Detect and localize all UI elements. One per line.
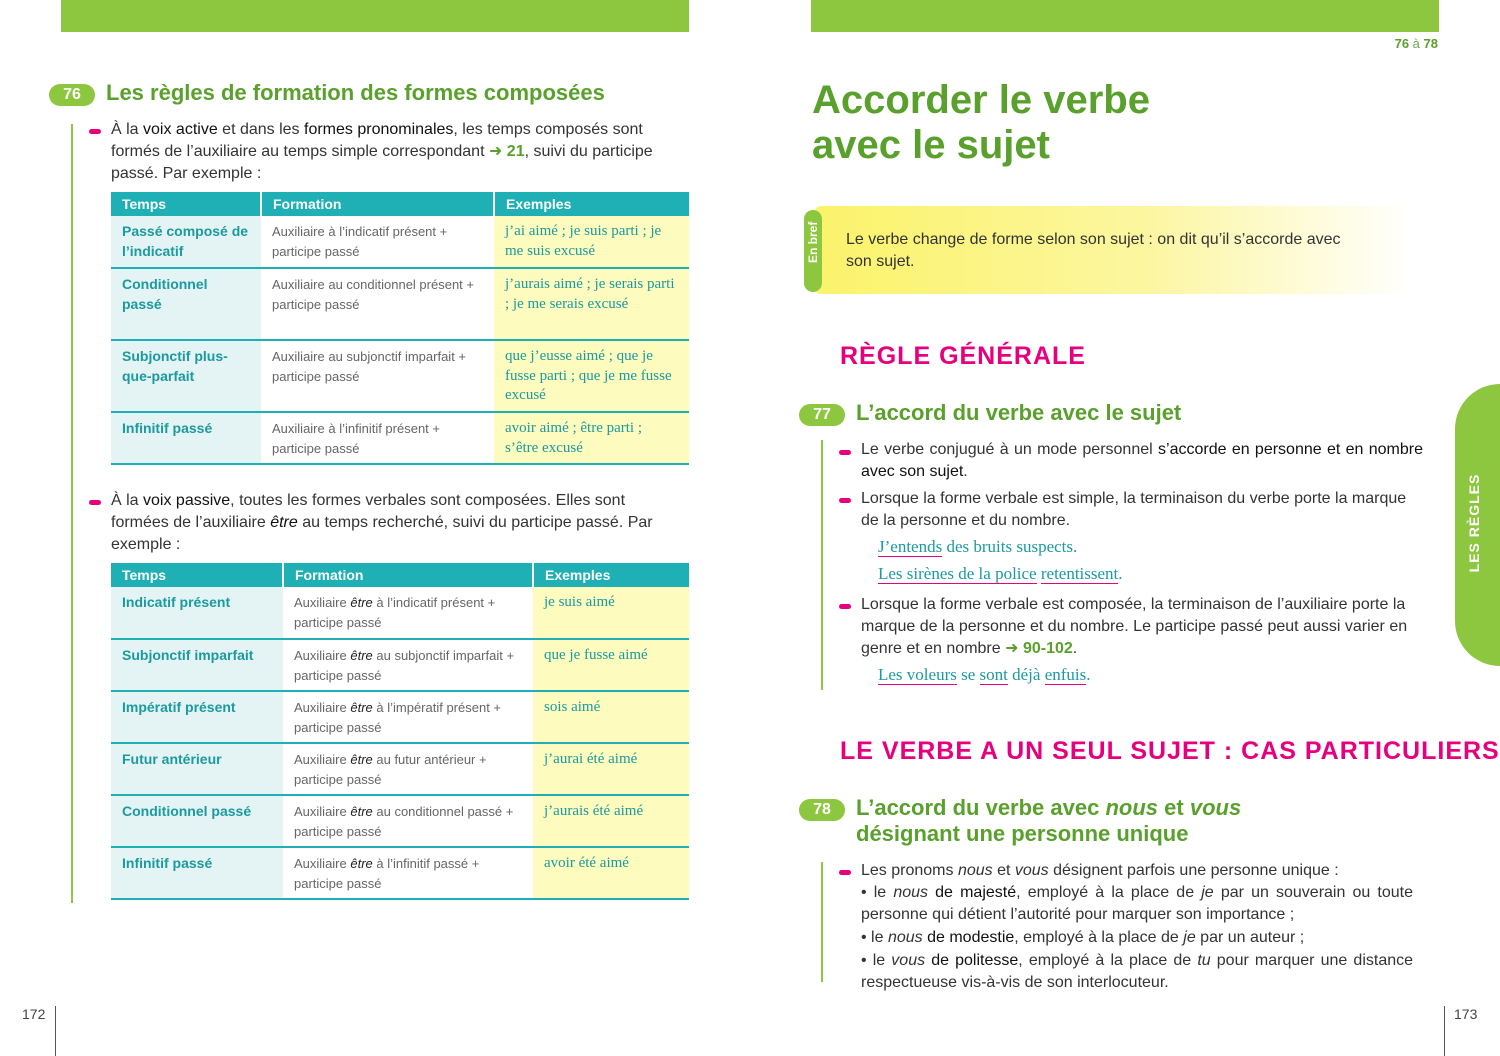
right-header-bar: [811, 0, 1439, 32]
en-bref-text: Le verbe change de forme selon son sujet : on dit qu’il s’accorde avec son sujet.: [846, 231, 1341, 270]
cell-formation: Auxiliaire être à l’infinitif passé + participe passé: [283, 847, 533, 899]
table-row: [111, 268, 689, 340]
list-item-politesse: • le vous de politesse, employé à la place de tu pour marquer une distance respectueuse vis-à-vis de son interlocuteur.: [861, 952, 1414, 991]
cell-exemples: j’aurai été aimé: [533, 743, 689, 795]
heading-cas-particuliers: LE VERBE A UN SEUL SUJET : CAS PARTICULIERS: [840, 737, 1500, 765]
section-number-78: 78: [799, 799, 845, 821]
bullet-marker: [839, 450, 851, 455]
table-row: [111, 743, 689, 795]
cell-temps: Passé composé de l’indicatif: [111, 216, 261, 268]
heading-regle-generale: RÈGLE GÉNÉRALE: [840, 342, 1086, 370]
cell-exemples: que j’eusse aimé ; que je fusse parti ; que je me fusse excusé: [494, 340, 689, 412]
cell-exemples: que je fusse aimé: [533, 639, 689, 691]
cell-formation: Auxiliaire être au subjonctif imparfait + participe passé: [283, 639, 533, 691]
cell-exemples: je suis aimé: [533, 587, 689, 639]
cell-formation: Auxiliaire à l’infinitif présent + participe passé: [261, 412, 494, 464]
section-range: 76 à 78: [1394, 36, 1438, 51]
section-title-76: Les règles de formation des formes composées: [106, 80, 605, 105]
cell-formation: Auxiliaire être à l’indicatif présent + participe passé: [283, 587, 533, 639]
cell-exemples: avoir aimé ; être parti ; s’être excusé: [494, 412, 689, 464]
list-item-modestie: • le nous de modestie, employé à la place de je par un auteur ;: [861, 929, 1305, 946]
bullet-marker: [89, 129, 101, 134]
cell-temps: Infinitif passé: [111, 847, 283, 899]
cell-temps: Futur antérieur: [111, 743, 283, 795]
table-row: [111, 216, 689, 268]
cell-formation: Auxiliaire au subjonctif imparfait + participe passé: [261, 340, 494, 412]
table-formes-composees: [111, 192, 689, 465]
paragraph-forme-composee: Lorsque la forme verbale est composée, la terminaison de l’auxiliaire porte la marque de la personne et du nombre. Le participe passé peut aussi varier en genre et en nombre ➜ 90-102.: [861, 596, 1408, 657]
cell-exemples: sois aimé: [533, 691, 689, 743]
paragraph-voix-active: À la voix active et dans les formes pronominales, les temps composés sont formés de l’auxiliaire au temps simple correspondant ➜ 21, suivi du participe passé. Par exemple :: [111, 121, 653, 182]
section-76-rule: [71, 124, 73, 903]
section-78-rule: [821, 862, 823, 982]
cell-temps: Indicatif présent: [111, 587, 283, 639]
header-temps: Temps: [111, 192, 261, 216]
chapter-title: Accorder le verbe avec le sujet: [812, 78, 1150, 167]
cell-temps: Subjonctif imparfait: [111, 639, 283, 691]
table-row: [111, 691, 689, 743]
section-number-76: 76: [49, 84, 95, 106]
header-formation: Formation: [261, 192, 494, 216]
cell-temps: Conditionnel passé: [111, 268, 261, 340]
section-number-77: 77: [799, 404, 845, 426]
cell-exemples: avoir été aimé: [533, 847, 689, 899]
header-exemples: Exemples: [494, 192, 689, 216]
table-row: [111, 639, 689, 691]
header-temps: Temps: [111, 563, 283, 587]
section-title-78: L’accord du verbe avec nous et vous désignant une personne unique: [856, 795, 1242, 846]
table-row: [111, 340, 689, 412]
cell-formation: Auxiliaire à l’indicatif présent + participe passé: [261, 216, 494, 268]
section-77-rule: [821, 440, 823, 690]
bullet-marker: [839, 870, 851, 875]
example-sentence: Les sirènes de la police retentissent.: [878, 564, 1123, 583]
bullet-marker: [839, 498, 851, 503]
cell-exemples: j’aurais été aimé: [533, 795, 689, 847]
bullet-marker: [839, 604, 851, 609]
table-header-row: [111, 192, 689, 216]
cell-formation: Auxiliaire être au futur antérieur + participe passé: [283, 743, 533, 795]
example-sentence: J’entends des bruits suspects.: [878, 537, 1078, 556]
cell-temps: Subjonctif plus-que-parfait: [111, 340, 261, 412]
table-row: [111, 412, 689, 464]
side-tab-label: LES RÈGLES: [1466, 473, 1482, 573]
cell-formation: Auxiliaire au conditionnel présent + participe passé: [261, 268, 494, 340]
paragraph-forme-simple: Lorsque la forme verbale est simple, la terminaison du verbe porte la marque de la personne et du nombre.: [861, 490, 1407, 529]
paragraph-voix-passive: À la voix passive, toutes les formes verbales sont composées. Elles sont formées de l’auxiliaire être au temps recherché, suivi du participe passé. Par exemple :: [111, 492, 653, 553]
page-gutter-left: [55, 1006, 56, 1056]
cell-exemples: j’ai aimé ; je suis parti ; je me suis excusé: [494, 216, 689, 268]
paragraph-nous-vous: Les pronoms nous et vous désignent parfois une personne unique :: [861, 862, 1339, 879]
example-sentence: Les voleurs se sont déjà enfuis.: [878, 665, 1091, 684]
table-voix-passive: [111, 563, 689, 900]
table-row: [111, 795, 689, 847]
page-number-right: 173: [1454, 1006, 1478, 1022]
page-number-left: 172: [22, 1006, 46, 1022]
header-exemples: Exemples: [533, 563, 689, 587]
paragraph-accord-regle: Le verbe conjugué à un mode personnel s’accorde en personne et en nombre avec son sujet.: [861, 441, 1424, 480]
en-bref-label: En bref: [806, 221, 820, 263]
list-item-majeste: • le nous de majesté, employé à la place de je par un souverain ou toute personne qui détient l’autorité pour marquer son importance ;: [861, 884, 1414, 923]
cell-temps: Infinitif passé: [111, 412, 261, 464]
cell-temps: Impératif présent: [111, 691, 283, 743]
table-row: [111, 847, 689, 899]
cell-formation: Auxiliaire être au conditionnel passé + participe passé: [283, 795, 533, 847]
bullet-marker: [89, 500, 101, 505]
page-gutter-right: [1444, 1006, 1445, 1056]
section-title-77: L’accord du verbe avec le sujet: [856, 400, 1182, 425]
cell-formation: Auxiliaire être à l’impératif présent + participe passé: [283, 691, 533, 743]
table-header-row: [111, 563, 689, 587]
cell-exemples: j’aurais aimé ; je serais parti ; je me serais excusé: [494, 268, 689, 340]
table-row: [111, 587, 689, 639]
cell-temps: Conditionnel passé: [111, 795, 283, 847]
left-header-bar: [61, 0, 689, 32]
header-formation: Formation: [283, 563, 533, 587]
